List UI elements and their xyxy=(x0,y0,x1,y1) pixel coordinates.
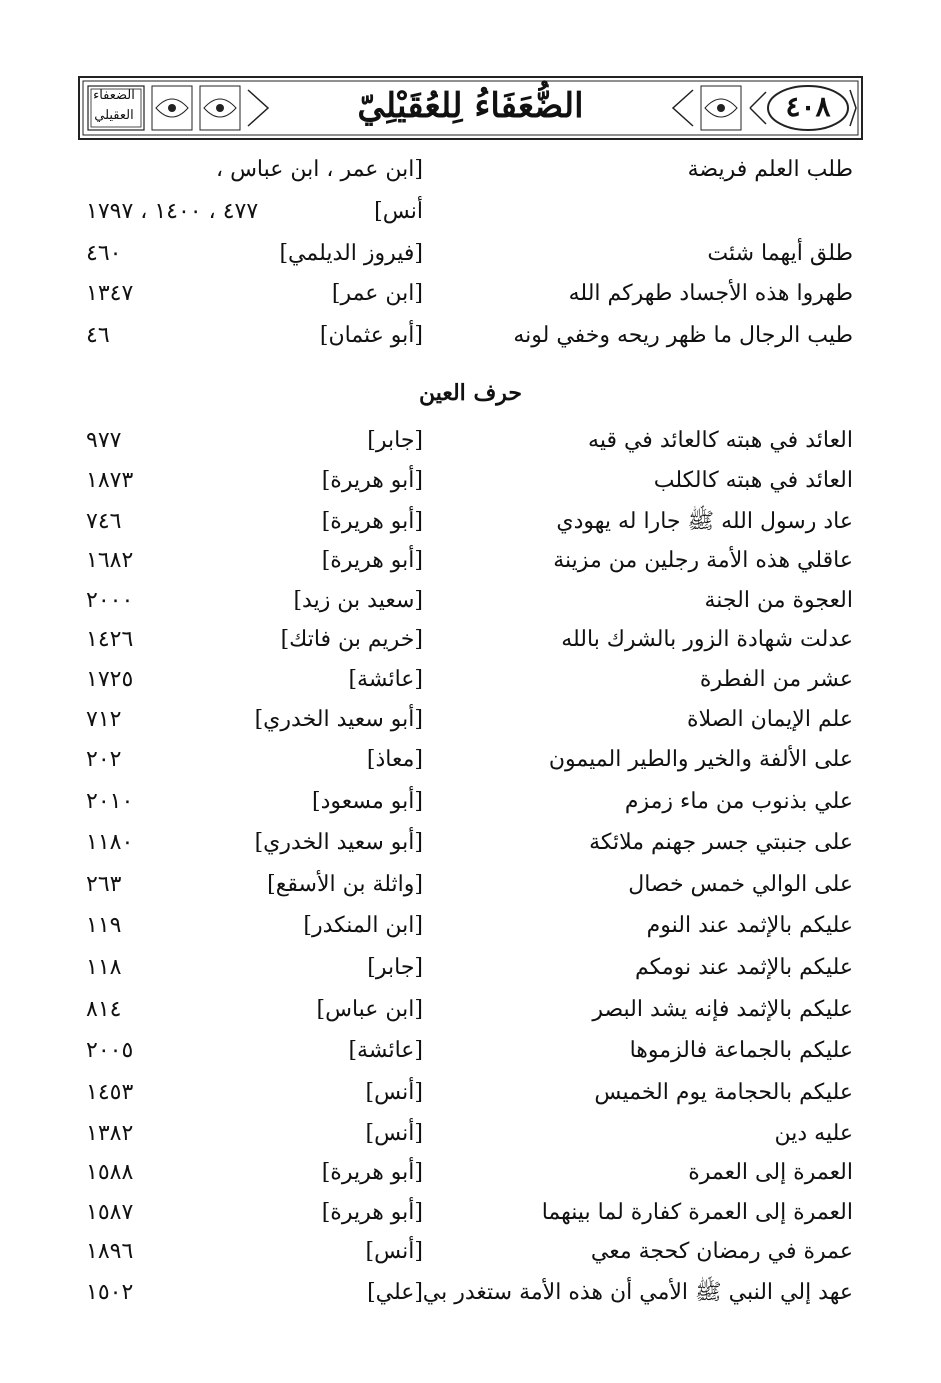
entry-number: ١٤٢٦ xyxy=(86,627,134,652)
running-title: الضُّعَفَاءُ لِلعُقَيْلِيّ xyxy=(357,86,584,126)
entry-title: العمرة إلى العمرة كفارة لما بينهما xyxy=(541,1200,853,1225)
entry-number: ٢٦٣ xyxy=(86,872,122,897)
entry-narrator: [جابر] xyxy=(367,428,423,453)
entry-title: العائد في هبته كالعائد في قيه xyxy=(588,428,853,453)
entry-number: ١١٨ xyxy=(86,955,122,980)
list-item xyxy=(0,865,941,905)
entry-title: على الألفة والخير والطير الميمون xyxy=(548,747,853,772)
list-item xyxy=(0,948,941,988)
list-item xyxy=(0,620,941,660)
entry-title: عاد رسول الله ﷺ جارا له يهودي xyxy=(556,509,853,534)
entry-number: ٩٧٧ xyxy=(86,428,122,453)
entry-title: عليكم بالإثمد عند النوم xyxy=(646,913,853,938)
entry-number: ٧٤٦ xyxy=(86,509,122,534)
entry-narrator: [أبو هريرة] xyxy=(321,509,423,534)
entry-narrator: [أنس] xyxy=(365,1080,423,1105)
entry-number: ٢٠٠٠ xyxy=(86,588,134,613)
entry-number: ١٣٤٧ xyxy=(86,281,134,306)
entry-number: ١٧٢٥ xyxy=(86,667,134,692)
entry-narrator: [أبو عثمان] xyxy=(319,323,423,348)
entry-title: عدلت شهادة الزور بالشرك بالله xyxy=(561,627,853,652)
entry-number: ٢٠٢ xyxy=(86,747,122,772)
entry-title: على جنبتي جسر جهنم ملائكة xyxy=(589,830,853,855)
entry-title: عليكم بالإثمد فإنه يشد البصر xyxy=(592,997,853,1022)
entry-narrator: [أبو هريرة] xyxy=(321,468,423,493)
entry-number: ٨١٤ xyxy=(86,997,122,1022)
list-item xyxy=(0,1153,941,1193)
entry-narrator: [واثلة بن الأسقع] xyxy=(267,872,423,897)
entry-number: ١٨٧٣ xyxy=(86,468,134,493)
entry-title: عمرة في رمضان كحجة معي xyxy=(590,1239,853,1264)
entry-number: ٤٦ xyxy=(86,323,110,348)
list-item xyxy=(0,1193,941,1233)
entry-number: ١١٨٠ xyxy=(86,830,134,855)
list-item xyxy=(0,150,941,190)
entry-title: علي بذنوب من ماء زمزم xyxy=(624,789,853,814)
entry-number: ١٥٨٨ xyxy=(86,1160,134,1185)
entry-narrator: [أبو سعيد الخدري] xyxy=(254,830,423,855)
entry-narrator: [فيروز الديلمي] xyxy=(279,241,423,266)
entry-title: عليكم بالحجامة يوم الخميس xyxy=(594,1080,853,1105)
entry-title: عاقلي هذه الأمة رجلين من مزينة xyxy=(553,548,853,573)
entry-narrator: [عائشة] xyxy=(348,667,423,692)
entry-number: ١١٩ xyxy=(86,913,122,938)
entry-title: طهروا هذه الأجساد طهركم الله xyxy=(568,281,853,306)
list-item xyxy=(0,1273,941,1313)
entry-title: عليه دين xyxy=(774,1121,853,1146)
entry-narrator: [ابن المنكدر] xyxy=(303,913,423,938)
entry-narrator: [أبو سعيد الخدري] xyxy=(254,707,423,732)
entry-title: علم الإيمان الصلاة xyxy=(687,707,853,732)
list-item xyxy=(0,274,941,314)
entry-number: ١٣٨٢ xyxy=(86,1121,134,1146)
entry-number: ٤٦٠ xyxy=(86,241,122,266)
entry-narrator: [أبو هريرة] xyxy=(321,1200,423,1225)
entry-title: العمرة إلى العمرة xyxy=(688,1160,853,1185)
list-item xyxy=(0,782,941,822)
entry-narrator: [أبو مسعود] xyxy=(312,789,423,814)
entry-narrator: [ابن عباس] xyxy=(316,997,423,1022)
entry-narrator: [أبو هريرة] xyxy=(321,548,423,573)
list-item xyxy=(0,1114,941,1154)
entry-narrator: [أبو هريرة] xyxy=(321,1160,423,1185)
entry-narrator: [سعيد بن زيد] xyxy=(293,588,423,613)
entry-number: ١٨٩٦ xyxy=(86,1239,134,1264)
list-item xyxy=(0,906,941,946)
entry-title: طلب العلم فريضة xyxy=(687,157,853,182)
entry-narrator: [معاذ] xyxy=(366,747,423,772)
list-item xyxy=(0,581,941,621)
list-item xyxy=(0,700,941,740)
list-item xyxy=(0,502,941,542)
list-item xyxy=(0,192,941,232)
entry-number: ١٤٥٣ xyxy=(86,1080,134,1105)
entry-title: عليكم بالإثمد عند نومكم xyxy=(635,955,853,980)
entry-title: عشر من الفطرة xyxy=(699,667,853,692)
list-item xyxy=(0,421,941,461)
entry-number: ٢٠٠٥ xyxy=(86,1038,134,1063)
entry-narrator: [جابر] xyxy=(367,955,423,980)
list-item xyxy=(0,316,941,356)
entry-number: ٧١٢ xyxy=(86,707,122,732)
list-item xyxy=(0,660,941,700)
list-item xyxy=(0,461,941,501)
section-heading: حرف العين xyxy=(418,380,523,406)
entry-narrator: [ابن عمر] xyxy=(331,281,423,306)
list-item xyxy=(0,740,941,780)
list-item xyxy=(0,541,941,581)
book-logo-text: الضعفاء العقيلي xyxy=(93,88,135,123)
entry-title: العجوة من الجنة xyxy=(704,588,853,613)
entry-narrator: [ابن عمر ، ابن عباس ، xyxy=(215,157,423,182)
entry-narrator: [خريم بن فاتك] xyxy=(280,627,423,652)
entry-number: ٢٠١٠ xyxy=(86,789,134,814)
entry-number: ٤٧٧ ، ١٤٠٠ ، ١٧٩٧ xyxy=(86,199,259,224)
list-item xyxy=(0,1232,941,1272)
entry-title: على الوالي خمس خصال xyxy=(628,872,853,897)
entry-title: عليكم بالجماعة فالزموها xyxy=(629,1038,853,1063)
entry-narrator: [أنس] xyxy=(365,1239,423,1264)
entry-narrator: [أنس] xyxy=(365,1121,423,1146)
page-header xyxy=(78,76,863,140)
entry-narrator: أنس] xyxy=(374,199,423,224)
list-item xyxy=(0,1073,941,1113)
entry-narrator: [علي] xyxy=(367,1280,423,1305)
list-item xyxy=(0,823,941,863)
entry-narrator: [عائشة] xyxy=(348,1038,423,1063)
entry-title: العائد في هبته كالكلب xyxy=(653,468,853,493)
entry-number: ١٦٨٢ xyxy=(86,548,134,573)
entry-title: طلق أيهما شئت xyxy=(707,241,853,266)
page-number: ٤٠٨ xyxy=(785,90,831,123)
entry-number: ١٥٨٧ xyxy=(86,1200,134,1225)
list-item xyxy=(0,234,941,274)
entry-title: طيب الرجال ما ظهر ريحه وخفي لونه xyxy=(513,323,853,348)
list-item xyxy=(0,1031,941,1071)
list-item xyxy=(0,990,941,1030)
entry-title: عهد إلي النبي ﷺ الأمي أن هذه الأمة ستغدر بي xyxy=(422,1280,853,1305)
entry-number: ١٥٠٢ xyxy=(86,1280,134,1305)
